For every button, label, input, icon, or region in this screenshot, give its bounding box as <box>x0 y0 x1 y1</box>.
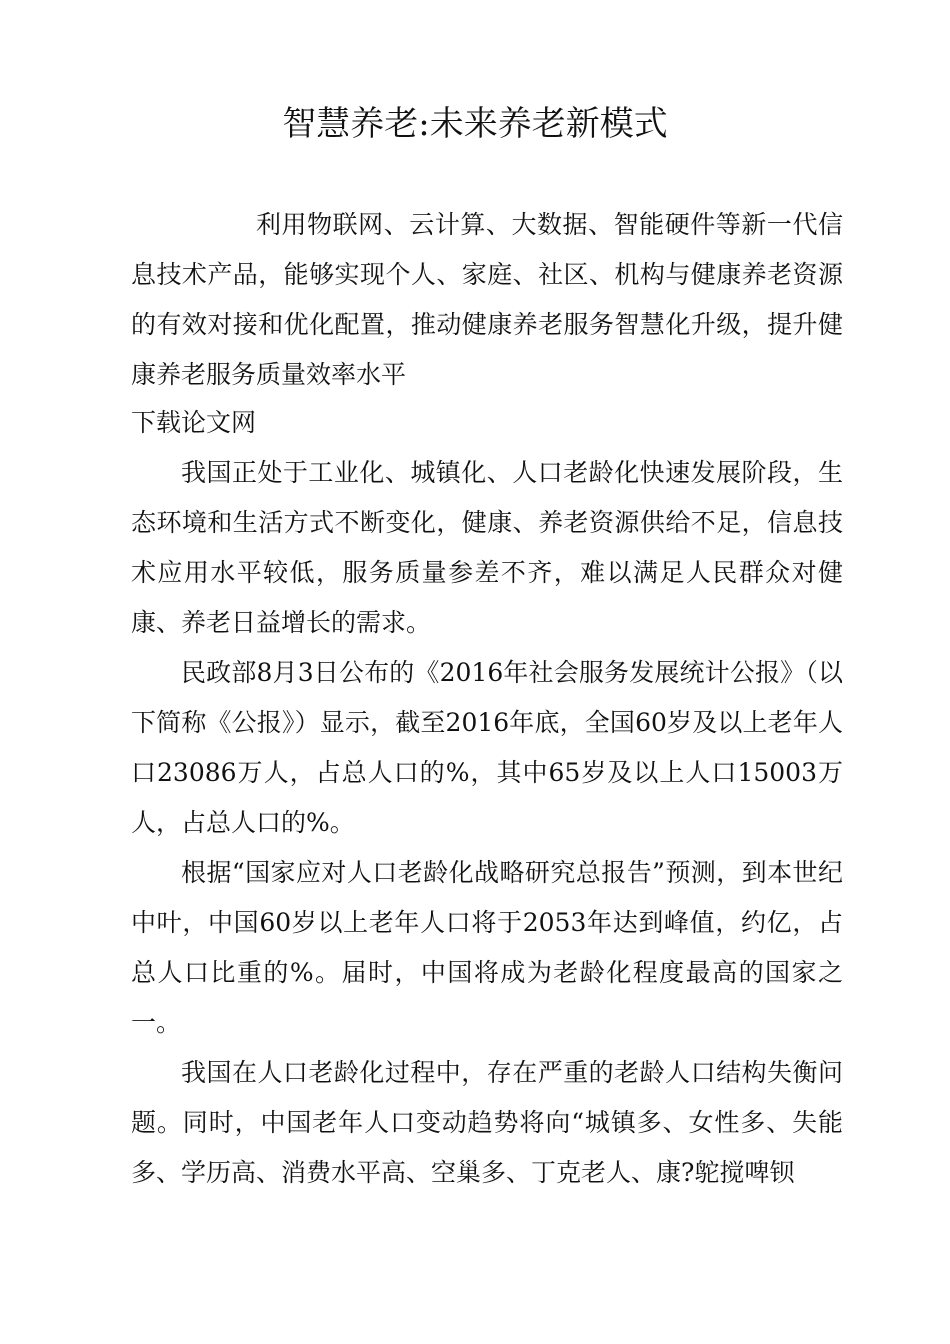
page-title: 智慧养老:未来养老新模式 <box>282 104 668 144</box>
source-label: 下载论文网 <box>131 408 257 437</box>
body-paragraph: 我国在人口老龄化过程中，存在严重的老龄人口结构失衡问题。同时，中国老年人口变动趋势将向“城镇多、女性多、失能多、学历高、消费水平高、空巢多、丁克老人、康?鸵搅啤钡 <box>131 1058 843 1187</box>
body-paragraph: 根据“国家应对人口老龄化战略研究总报告”预测，到本世纪中叶，中国60岁以上老年人口将于2053年达到峰值，约亿，占总人口比重的%。届时，中国将成为老龄化程度最高的国家之一。 <box>131 858 843 1037</box>
intro-paragraph: 利用物联网、云计算、大数据、智能硬件等新一代信息技术产品，能够实现个人、家庭、社区、机构与健康养老资源的有效对接和优化配置，推动健康养老服务智慧化升级，提升健康养老服务质量效率水平 <box>131 210 843 389</box>
body-paragraph: 我国正处于工业化、城镇化、人口老龄化快速发展阶段，生态环境和生活方式不断变化，健康、养老资源供给不足，信息技术应用水平较低，服务质量参差不齐，难以满足人民群众对健康、养老日益增长的需求。 <box>131 458 843 637</box>
body-paragraph: 民政部8月3日公布的《2016年社会服务发展统计公报》（以下简称《公报》）显示，截至2016年底，全国60岁及以上老年人口23086万人，占总人口的%，其中65岁及以上人口15003万人，占总人口的%。 <box>131 658 843 837</box>
